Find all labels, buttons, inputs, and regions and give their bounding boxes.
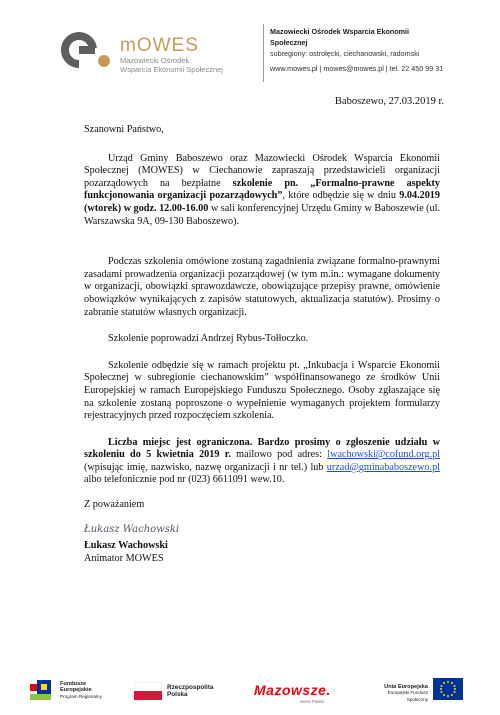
eu-label	[372, 684, 428, 703]
training-title: szkolenie pn. „Formalno-prawne aspekty funkcjonowania organizacji pozarządowych”	[84, 177, 440, 202]
polish-flag-icon	[134, 682, 162, 700]
email-link-lwachowski[interactable]: lwachowski@cofund.org.pl	[327, 449, 440, 461]
letter-date: Baboszewo, 27.03.2019 r.	[334, 96, 444, 107]
mazowsze-logo: Mazowsze.	[254, 682, 331, 698]
closing: Z poważaniem	[84, 499, 145, 510]
logo-subtitle-2: Wsparcia Ekonomii Społecznej	[120, 65, 223, 74]
fe-label	[60, 681, 102, 700]
p1-text-c: , które odbędzie się w dniu	[282, 190, 400, 202]
fe-line1: Fundusze	[60, 681, 87, 687]
signature-block	[84, 499, 179, 565]
footer-logos	[0, 668, 500, 715]
p1-text-a: Urząd Gminy Baboszewo oraz Mazowiecki Ośrodek Wsparcia Ekonomii Społecznej (MOWES) w Ciechanowie zapraszają przedstawicieli organizacji pozarządowych na bezpłatne	[84, 152, 440, 189]
rp-line2: Polska	[167, 691, 188, 699]
p1-text-e: w sali konferencyjnej Urzędu Gminy w Baboszewie (ul. Warszawska 9A, 09-130 Baboszewo).	[84, 202, 441, 227]
header-contact	[270, 26, 490, 74]
logo-name: mOWES	[120, 35, 199, 56]
letterhead	[0, 0, 500, 92]
fundusze-europejskie-icon	[30, 680, 58, 702]
rp-label	[167, 684, 214, 698]
paragraph-trainer: Szkolenie poprowadzi Andrzej Rybus-Tołłoczko.	[108, 333, 309, 345]
rp-line1: Rzeczpospolita	[167, 684, 214, 691]
handwritten-signature: Łukasz Wachowski	[84, 523, 180, 535]
header-divider	[263, 24, 264, 82]
p5-text-b: mailowo pod adres:	[230, 449, 328, 461]
training-datetime: 9.04.2019 (wtorek) w godz. 12.00-16.00	[84, 190, 440, 214]
mazowsze-tagline: serce Polski	[300, 699, 324, 704]
eu-line2: Europejski Fundusz Społeczny	[387, 690, 428, 702]
org-name-line1: Mazowiecki Ośrodek Wsparcia Ekonomii	[270, 27, 410, 36]
eu-flag-icon	[433, 678, 463, 700]
greeting: Szanowni Państwo,	[84, 124, 164, 135]
signer-title: Animator MOWES	[84, 552, 164, 564]
eu-line1: Unia Europejska	[384, 684, 428, 690]
p5-text-d: albo telefonicznie pod nr (023) 6611091 wew.10.	[84, 474, 285, 486]
contact-text: www.mowes.pl | mowes@mowes.pl | tel. 22 450 99 31	[270, 64, 444, 73]
subregions-text: subregiony: ostrołęcki, ciechanowski, radomski	[270, 49, 420, 58]
logo-subtitle-1: Mazowiecki Ośrodek	[120, 56, 190, 65]
logo-wordmark	[120, 36, 260, 74]
paragraph-topics: Podczas szkolenia omówione zostaną zagadnienia związane formalno-prawnymi zasadami prowadzenia organizacji pozarządowej (w tym m.in.: wymagane dokumenty w organizacji, obowiązki sprawozdawcze, obowiązujące przepisy prawne, omówienie obowiązków wynikających z zapisów statutowych, aktualizacja statutów). Prosimy o zabranie statutów własnych organizacji.	[84, 256, 440, 318]
paragraph-invitation	[84, 153, 440, 229]
p5-text-c: (wpisując imię, nazwisko, nazwę organizacji i nr tel.) lub	[84, 461, 327, 473]
registration-deadline: Liczba miejsc jest ograniczona. Bardzo prosimy o zgłoszenie udziału w szkoleniu do 5 kwietnia 2019 r.	[84, 436, 440, 461]
org-name-line2: Społecznej	[270, 38, 308, 47]
paragraph-registration	[84, 437, 440, 487]
fe-line2: Europejskie	[60, 687, 92, 694]
letter-body	[84, 124, 440, 487]
fe-line3: Program Regionalny	[60, 693, 102, 699]
email-link-urzad[interactable]: urzad@gminababoszewo.pl	[326, 461, 440, 473]
signer-name: Łukasz Wachowski	[84, 540, 168, 552]
mowes-logo-icon	[58, 30, 120, 80]
paragraph-project: Szkolenie odbędzie się w ramach projektu pt. „Inkubacja i Wsparcie Ekonomii Społecznej w subregionie ciechanowskim” współfinansowanego ze środków Unii Europejskiej w ramach Europejskiego Funduszu Społecznego. Osoby zgłaszające się na szkolenie zostaną poproszone o wypełnienie wymaganych projektem formularzy rejestracyjnych przed rozpoczęciem szkolenia.	[84, 359, 440, 422]
